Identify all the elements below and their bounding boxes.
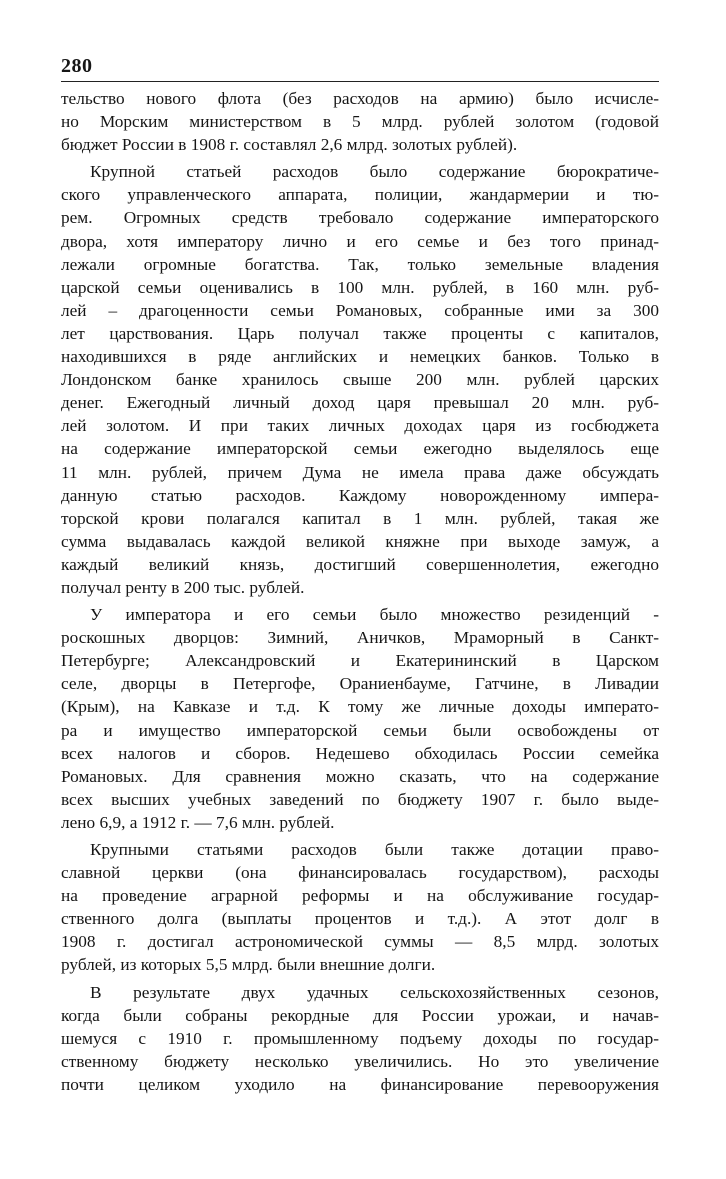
text-line: шемуся с 1910 г. промышленному подъему доходы по государ- (61, 1028, 659, 1048)
text-line: лено 6,9, а 1912 г. — 7,6 млн. рублей. (61, 812, 335, 832)
text-line: 11 млн. рублей, причем Дума не имела права даже обсуждать (61, 462, 659, 482)
text-line: но Морским министерством в 5 млрд. рублей золотом (годовой (61, 112, 659, 132)
text-line: роскошных дворцов: Зимний, Аничков, Мраморный в Санкт- (61, 628, 659, 648)
page-body-text (61, 87, 659, 1096)
text-line: на проведение аграрной реформы и на обслуживание государ- (61, 886, 659, 906)
text-line: на содержание императорской семьи ежегодно выделялось еще (61, 439, 659, 459)
paragraph (61, 603, 659, 834)
text-line: лежали огромные богатства. Так, только земельные владения (61, 254, 659, 274)
text-line: лет царствования. Царь получал также проценты с капиталов, (61, 323, 659, 343)
text-line: В результате двух удачных сельскохозяйственных сезонов, (90, 982, 659, 1002)
text-line: почти целиком уходило на финансирование перевооружения (61, 1074, 659, 1094)
text-line: ского управленческого аппарата, полиции, жандармерии и тю- (61, 185, 659, 205)
text-line: получал ренту в 200 тыс. рублей. (61, 577, 305, 597)
text-line: денег. Ежегодный личный доход царя превышал 20 млн. руб- (61, 393, 659, 413)
page-number: 280 (61, 55, 93, 77)
text-line: торской крови полагался капитал в 1 млн. рублей, такая же (61, 508, 659, 528)
text-line: каждый великий князь, достигший совершеннолетия, ежегодно (61, 554, 659, 574)
text-line: бюджет России в 1908 г. составлял 2,6 млрд. золотых рублей). (61, 135, 518, 155)
text-line: Крупной статьей расходов было содержание бюрократиче- (90, 162, 659, 182)
text-line: царской семьи оценивались в 100 млн. рублей, в 160 млн. руб- (61, 277, 659, 297)
paragraph (61, 981, 659, 1096)
text-line: рем. Огромных средств требовало содержание императорского (61, 208, 659, 228)
text-line: лей – драгоценности семьи Романовых, собранные ими за 300 (61, 300, 659, 320)
text-line: ственного долга (выплаты процентов и т.д.). А этот долг в (61, 909, 659, 929)
paragraph (61, 838, 659, 977)
text-line: ственному бюджету несколько увеличились. Но это увеличение (61, 1051, 659, 1071)
text-line: Петербурге; Александровский и Екатерининский в Царском (61, 651, 659, 671)
text-line: селе, дворцы в Петергофе, Ораниенбауме, Гатчине, в Ливадии (61, 674, 659, 694)
text-line: ра и имущество императорской семьи были освобождены от (61, 720, 659, 740)
text-line: тельство нового флота (без расходов на армию) было исчисле- (61, 89, 659, 108)
paragraph (61, 160, 659, 599)
text-line: У императора и его семьи было множество резиденций - (90, 605, 659, 625)
text-line: всех высших учебных заведений по бюджету 1907 г. было выде- (61, 789, 659, 809)
text-line: рублей, из которых 5,5 млрд. были внешние долги. (61, 955, 436, 975)
text-line: всех налогов и сборов. Недешево обходилась России семейка (61, 743, 659, 763)
text-line: славной церкви (она финансировалась государством), расходы (61, 863, 659, 883)
text-line: двора, хотя императору лично и его семье и без того принад- (61, 231, 659, 251)
text-line: 1908 г. достигал астрономической суммы — 8,5 млрд. золотых (61, 932, 659, 952)
text-line: сумма выдавалась каждой великой княжне при выходе замуж, а (61, 531, 659, 551)
text-line: находившихся в ряде английских и немецких банков. Только в (61, 347, 659, 367)
text-line: лей золотом. И при таких личных доходах царя из госбюджета (61, 416, 659, 436)
text-line: (Крым), на Кавказе и т.д. К тому же личные доходы императо- (61, 697, 659, 717)
paragraph (61, 87, 659, 156)
text-line: Лондонском банке хранилось свыше 200 млн. рублей царских (61, 370, 659, 390)
text-line: Романовых. Для сравнения можно сказать, что на содержание (61, 766, 659, 786)
book-page (61, 54, 659, 1096)
text-line: данную статью расходов. Каждому новорожденному импера- (61, 485, 659, 505)
header-rule (61, 81, 659, 82)
text-line: Крупными статьями расходов были также дотации право- (90, 840, 659, 859)
text-line: когда были собраны рекордные для России урожаи, и начав- (61, 1005, 659, 1025)
